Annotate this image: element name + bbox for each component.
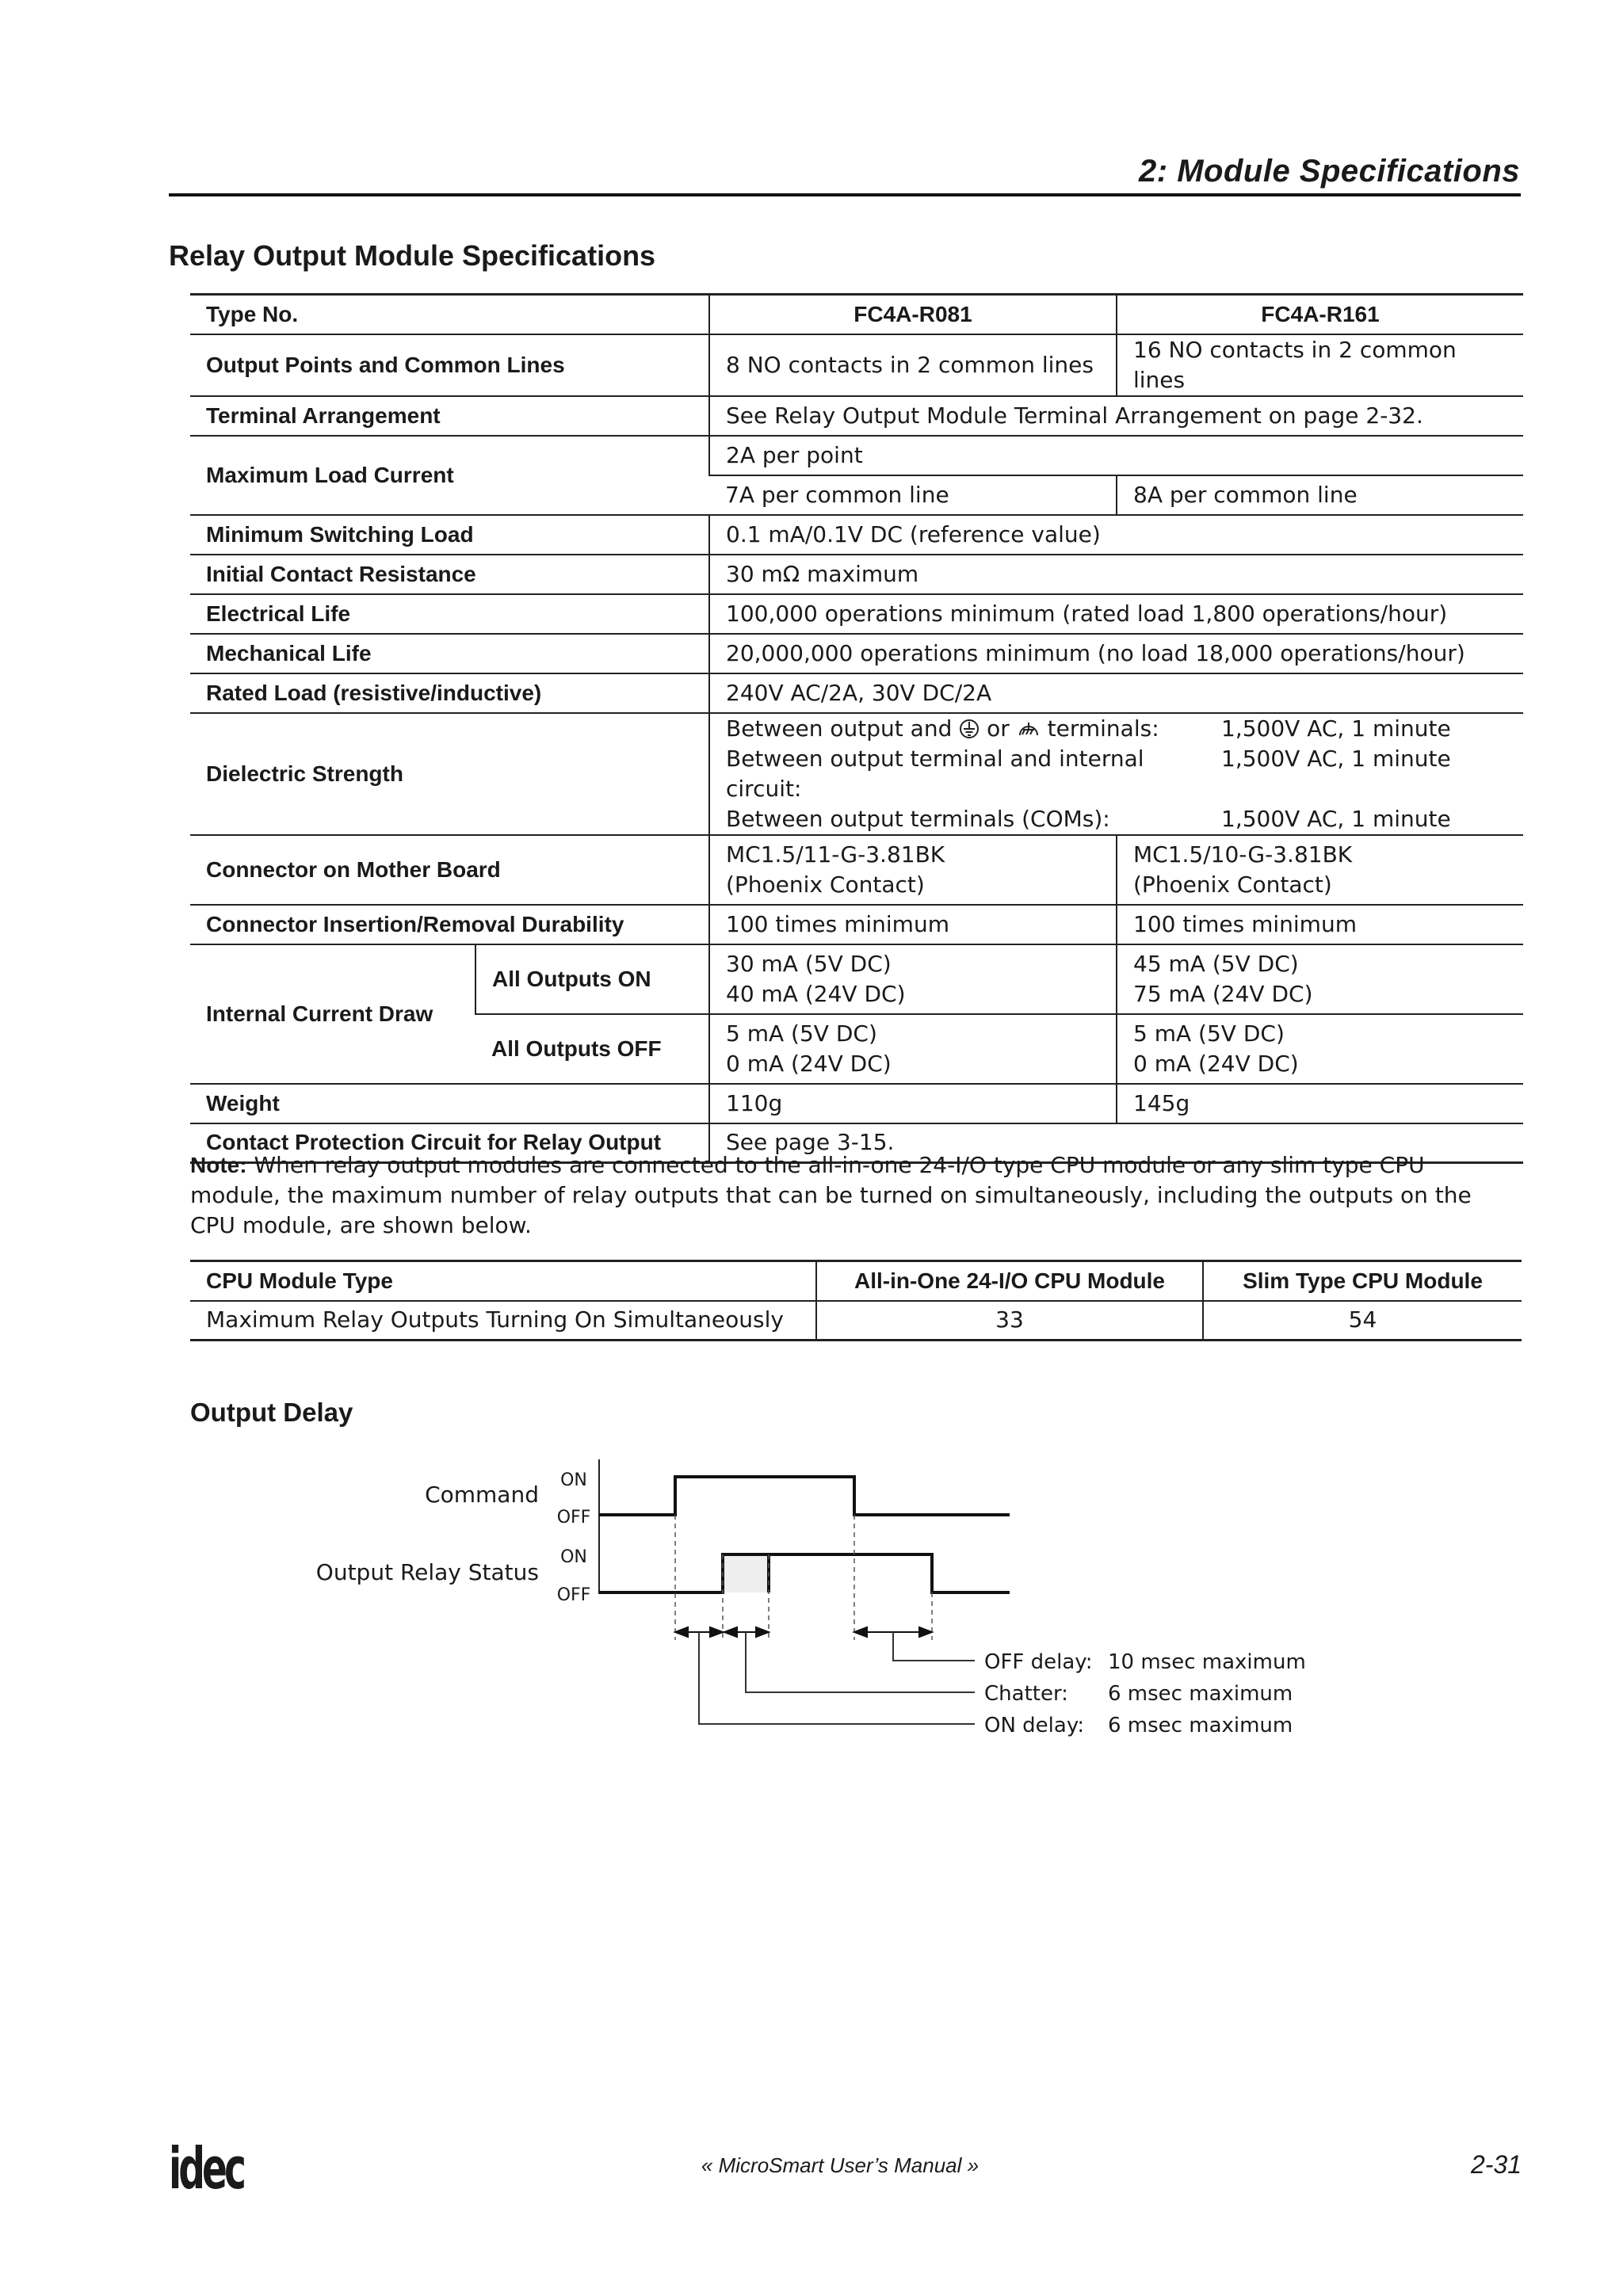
max-load-label: Maximum Load Current [190,436,709,515]
off-delay-value: 10 msec maximum [1108,1650,1306,1674]
idec-logo [169,2135,248,2202]
table-row [190,555,1523,594]
output-delay-timing-diagram [0,1426,1623,1759]
table-row [190,1261,1522,1301]
dielectric-value [709,713,1523,835]
output-points-r161: 16 NO contacts in 2 common lines [1117,334,1523,396]
command-on-label: ON [560,1470,587,1490]
ground-icon [959,719,980,739]
table-row [190,594,1523,634]
note-text: When relay output modules are connected to the all-in-one 24-I/O type CPU module or any slim type CPU module, the maximum number of relay outputs that can be turned on simultaneously, including the outputs on the CPU module, are shown below. [190,1152,1472,1238]
weight-label: Weight [190,1084,709,1123]
dielectric-terminals: terminals: [1047,715,1159,742]
leader-lines [699,1632,975,1724]
durability-r081: 100 times minimum [709,905,1117,944]
all-off-r161-5v: 5 mA (5V DC) [1133,1020,1285,1047]
table-row [190,396,1523,436]
rated-load-value: 240V AC/2A, 30V DC/2A [709,673,1523,713]
all-off-r081-24v: 0 mA (24V DC) [726,1050,892,1077]
relay-spec-table [190,293,1523,1164]
command-label: Command [425,1482,539,1508]
output-delay-title: Output Delay [190,1398,353,1427]
dielectric-line-1: Between output and [726,715,953,742]
cpu-row-label: Maximum Relay Outputs Turning On Simultaneously [190,1301,816,1341]
dielectric-label: Dielectric Strength [190,713,709,835]
electrical-life-value: 100,000 operations minimum (rated load 1,800 operations/hour) [709,594,1523,634]
relay-off-label: OFF [556,1585,591,1605]
chatter-region [723,1554,769,1592]
section-heading: Relay Output Module Specifications [169,239,656,272]
connector-r081 [709,835,1117,905]
dielectric-value-1: 1,500V AC, 1 minute [1221,715,1451,742]
relay-waveform [599,1554,1010,1592]
max-load-point: 2A per point [709,436,1523,475]
cpu-all-in-one-value: 33 [816,1301,1203,1341]
all-on-label: All Outputs ON [475,944,709,1014]
chatter-value: 6 msec maximum [1108,1682,1293,1706]
page-section-title: 2: Module Specifications [1139,154,1520,189]
table-row [190,673,1523,713]
on-delay-value: 6 msec maximum [1108,1714,1293,1737]
durability-label: Connector Insertion/Removal Durability [190,905,709,944]
connector-r081-part: MC1.5/11-G-3.81BK [726,841,945,868]
min-switch-label: Minimum Switching Load [190,515,709,555]
dielectric-value-2: 1,500V AC, 1 minute [1221,745,1451,772]
table-row [190,713,1523,835]
table-row [190,1084,1523,1123]
connector-label: Connector on Mother Board [190,835,709,905]
all-on-r161-24v: 75 mA (24V DC) [1133,980,1313,1007]
off-delay-label: OFF delay: [984,1650,1093,1674]
relay-status-label: Output Relay Status [315,1559,539,1585]
relay-on-label: ON [560,1547,587,1567]
rated-load-label: Rated Load (resistive/inductive) [190,673,709,713]
table-row [190,334,1523,396]
weight-r161: 145g [1117,1084,1523,1123]
mechanical-life-label: Mechanical Life [190,634,709,673]
on-delay-label: ON delay: [984,1714,1085,1737]
cpu-slim-value: 54 [1203,1301,1522,1341]
note-label: Note: [190,1153,247,1177]
dielectric-line-3: Between output terminals (COMs): [726,805,1110,832]
output-points-r081: 8 NO contacts in 2 common lines [709,334,1117,396]
table-row [190,835,1523,905]
type-r161: FC4A-R161 [1117,295,1523,334]
all-on-r161 [1117,944,1523,1014]
electrical-life-label: Electrical Life [190,594,709,634]
max-load-common-r081: 7A per common line [709,475,1117,515]
protection-label: Contact Protection Circuit for Relay Output [190,1123,709,1163]
page-number: 2-31 [1470,2150,1522,2179]
all-off-label: All Outputs OFF [475,1014,709,1084]
contact-resistance-value: 30 mΩ maximum [709,555,1523,594]
table-row [190,944,1523,1014]
contact-resistance-label: Initial Contact Resistance [190,555,709,594]
all-off-r081 [709,1014,1117,1084]
all-off-r081-5v: 5 mA (5V DC) [726,1020,877,1047]
all-on-r081 [709,944,1117,1014]
cpu-col-type: CPU Module Type [190,1261,816,1301]
all-on-r081-5v: 30 mA (5V DC) [726,950,892,977]
connector-r161 [1117,835,1523,905]
all-on-r081-24v: 40 mA (24V DC) [726,980,906,1007]
table-row [190,905,1523,944]
all-off-r161-24v: 0 mA (24V DC) [1133,1050,1299,1077]
current-draw-label: Internal Current Draw [190,944,475,1084]
type-r081: FC4A-R081 [709,295,1117,334]
command-off-label: OFF [556,1508,591,1527]
header-rule [169,193,1521,196]
cpu-relay-table [190,1260,1522,1341]
terminal-label: Terminal Arrangement [190,396,709,436]
all-on-r161-5v: 45 mA (5V DC) [1133,950,1299,977]
table-row [190,634,1523,673]
table-row [190,1301,1522,1341]
cpu-col-all-in-one: All-in-One 24-I/O CPU Module [816,1261,1203,1301]
timing-guides [675,1515,932,1640]
table-row [190,515,1523,555]
connector-r081-maker: (Phoenix Contact) [726,871,925,898]
chatter-label: Chatter: [984,1682,1068,1706]
mechanical-life-value: 20,000,000 operations minimum (no load 18,000 operations/hour) [709,634,1523,673]
output-points-label: Output Points and Common Lines [190,334,709,396]
dielectric-or: or [987,715,1010,742]
dielectric-value-3: 1,500V AC, 1 minute [1221,805,1451,832]
min-switch-value: 0.1 mA/0.1V DC (reference value) [709,515,1523,555]
footer-manual-title: « MicroSmart User’s Manual » [701,2153,980,2177]
frame-ground-icon [1017,719,1041,738]
type-no-label: Type No. [190,295,709,334]
protection-value: See page 3-15. [709,1123,1523,1163]
max-load-common-r161: 8A per common line [1117,475,1523,515]
table-row [190,295,1523,334]
cpu-col-slim: Slim Type CPU Module [1203,1261,1522,1301]
connector-r161-part: MC1.5/10-G-3.81BK [1133,841,1353,868]
terminal-value: See Relay Output Module Terminal Arrangement on page 2-32. [709,396,1523,436]
table-row [190,436,1523,475]
svg-text:idec: idec [169,2135,244,2202]
weight-r081: 110g [709,1084,1117,1123]
all-off-r161 [1117,1014,1523,1084]
note-paragraph [190,1150,1522,1241]
dielectric-line-2: Between output terminal and internal circuit: [726,745,1144,802]
command-waveform [599,1477,1010,1515]
durability-r161: 100 times minimum [1117,905,1523,944]
connector-r161-maker: (Phoenix Contact) [1133,871,1332,898]
